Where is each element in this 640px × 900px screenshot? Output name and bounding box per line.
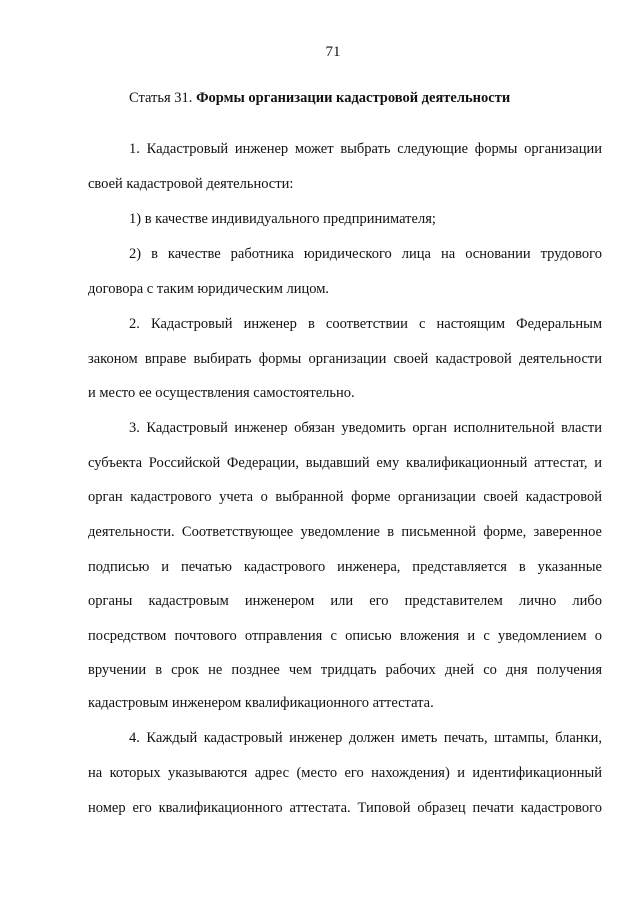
text-line: 2) в качестве работника юридического лица на основании трудового	[129, 246, 602, 262]
text-line: подписью и печатью кадастрового инженера, представляется в указанные	[88, 559, 602, 575]
text-line: 4. Каждый кадастровый инженер должен иметь печать, штампы, бланки,	[129, 730, 602, 746]
text-line: 1. Кадастровый инженер может выбрать следующие формы организации	[129, 141, 602, 157]
text-line: кадастровым инженером квалификационного аттестата.	[88, 695, 434, 711]
text-line: орган кадастрового учета о выбранной форме организации своей кадастровой	[88, 489, 602, 505]
page-number: 71	[325, 44, 341, 60]
text-line: номер его квалификационного аттестата. Типовой образец печати кадастрового	[88, 800, 602, 816]
text-line: 1) в качестве индивидуального предпринимателя;	[129, 211, 436, 227]
text-line: деятельности. Соответствующее уведомление в письменной форме, заверенное	[88, 524, 602, 540]
text-line: субъекта Российской Федерации, выдавший ему квалификационный аттестат, и	[88, 455, 602, 471]
text-line: и место ее осуществления самостоятельно.	[88, 385, 355, 401]
text-line: посредством почтового отправления с описью вложения и с уведомлением о	[88, 628, 602, 644]
text-line: на которых указываются адрес (место его нахождения) и идентификационный	[88, 765, 602, 781]
text-line: вручении в срок не позднее чем тридцать рабочих дней со дня получения	[88, 662, 602, 678]
article-prefix: Статья 31.	[129, 90, 193, 106]
article-title: Формы организации кадастровой деятельности	[196, 90, 511, 106]
text-line: договора с таким юридическим лицом.	[88, 281, 330, 297]
article-heading	[129, 90, 510, 107]
text-line: 3. Кадастровый инженер обязан уведомить орган исполнительной власти	[129, 420, 602, 436]
text-line: законом вправе выбирать формы организации своей кадастровой деятельности	[88, 351, 602, 367]
text-line: органы кадастровым инженером или его представителем лично либо	[88, 593, 602, 609]
text-line: своей кадастровой деятельности:	[88, 176, 294, 192]
text-line: 2. Кадастровый инженер в соответствии с настоящим Федеральным	[129, 316, 602, 332]
